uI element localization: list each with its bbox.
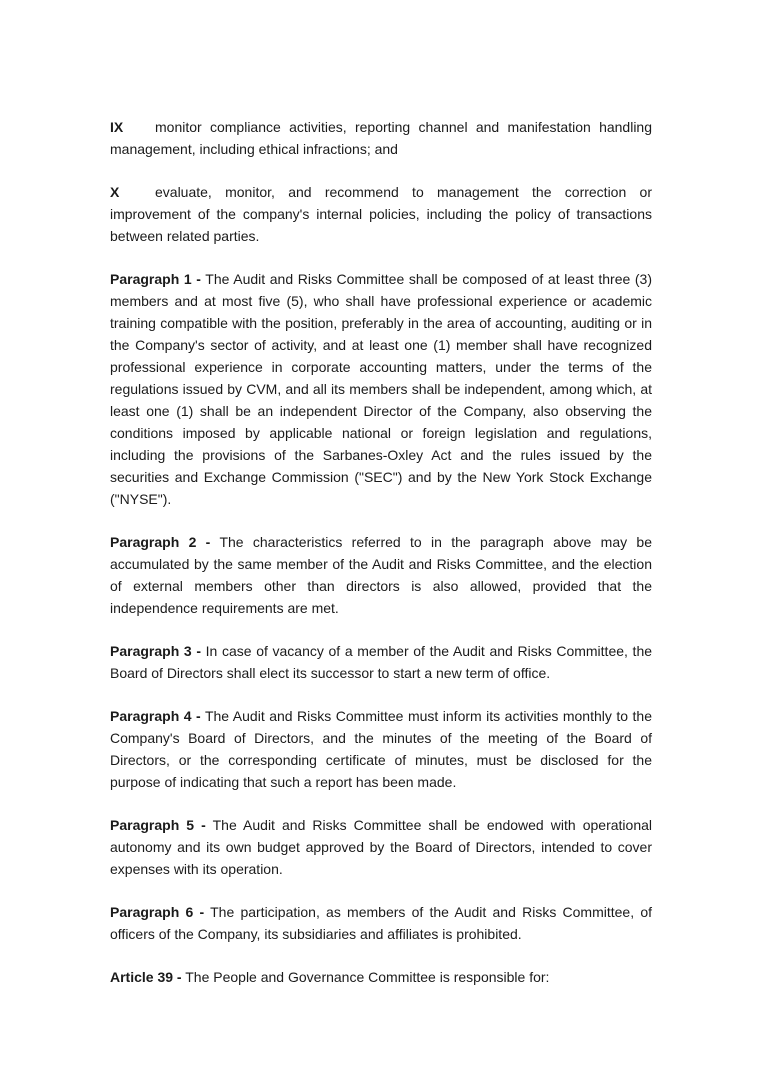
item-x — [110, 181, 652, 247]
paragraph-5-label: Paragraph 5 - — [110, 817, 206, 833]
item-x-label: X — [110, 184, 120, 200]
paragraph-1-text: The Audit and Risks Committee shall be composed of at least three (3) members and at most five (5), who shall have professional experience or academic training compatible with the position, preferably in the area of accounting, auditing or in the Company's sector of activity, and at least one (1) member shall have recognized professional experience in corporate accounting matters, under the terms of the regulations issued by CVM, and all its members shall be independent, among which, at least one (1) shall be an independent Director of the Company, also observing the conditions imposed by applicable national or foreign legislation and regulations, including the provisions of the Sarbanes-Oxley Act and the rules issued by the securities and Exchange Commission ("SEC") and by the New York Stock Exchange ("NYSE"). — [110, 271, 652, 507]
item-ix-label: IX — [110, 119, 124, 135]
item-ix — [110, 116, 652, 160]
paragraph-3-text: In case of vacancy of a member of the Audit and Risks Committee, the Board of Directors shall elect its successor to start a new term of office. — [110, 643, 653, 681]
paragraph-3-label: Paragraph 3 - — [110, 643, 201, 659]
paragraph-3 — [110, 640, 652, 684]
paragraph-4-label: Paragraph 4 - — [110, 708, 201, 724]
paragraph-2-label: Paragraph 2 - — [110, 534, 211, 550]
item-ix-text: monitor compliance activities, reporting channel and manifestation handling management, including ethical infractions; and — [110, 119, 652, 157]
document-content — [110, 116, 652, 1009]
paragraph-4-text: The Audit and Risks Committee must inform its activities monthly to the Company's Board of Directors, and the minutes of the meeting of the Board of Directors, or the corresponding certificate of minutes, must be disclosed for the purpose of indicating that such a report has been made. — [110, 708, 653, 790]
paragraph-1-label: Paragraph 1 - — [110, 271, 201, 287]
paragraph-2 — [110, 531, 652, 619]
item-x-text: evaluate, monitor, and recommend to management the correction or improvement of the company's internal policies, including the policy of transactions between related parties. — [110, 184, 652, 244]
paragraph-5-text: The Audit and Risks Committee shall be endowed with operational autonomy and its own budget approved by the Board of Directors, intended to cover expenses with its operation. — [110, 817, 652, 877]
paragraph-5 — [110, 814, 652, 880]
paragraph-4 — [110, 705, 652, 793]
paragraph-1 — [110, 268, 652, 510]
paragraph-6-text: The participation, as members of the Audit and Risks Committee, of officers of the Company, its subsidiaries and affiliates is prohibited. — [110, 904, 652, 942]
article-39-label: Article 39 - — [110, 969, 182, 985]
paragraph-2-text: The characteristics referred to in the paragraph above may be accumulated by the same member of the Audit and Risks Committee, and the election of external members other than directors is also allowed, provided that the independence requirements are met. — [110, 534, 652, 616]
paragraph-6 — [110, 901, 652, 945]
article-39 — [110, 966, 652, 988]
paragraph-6-label: Paragraph 6 - — [110, 904, 205, 920]
article-39-text: The People and Governance Committee is responsible for: — [185, 969, 550, 985]
